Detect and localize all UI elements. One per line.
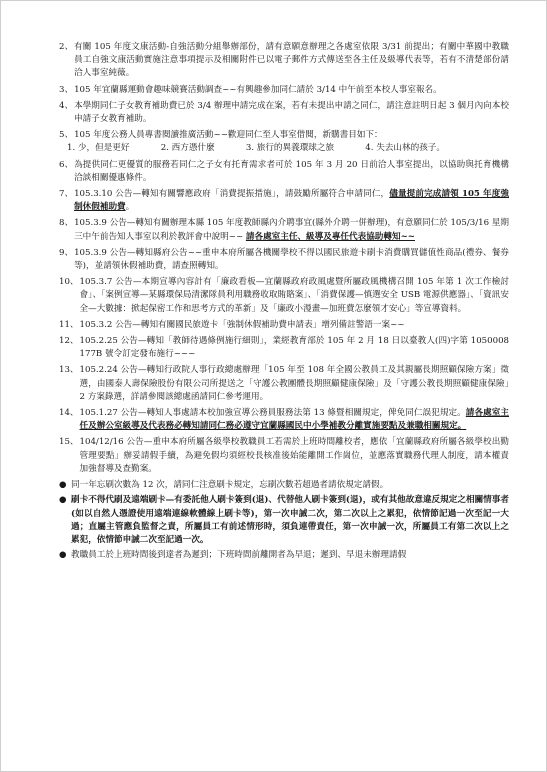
item-text: 104/12/16 公告—重申本府所屬各級學校教職員工若需於上班時間離校者，應依「宜蘭縣政府所屬各級學校出勤管理要點」辦妥請假手續，為避免假均須經校長核准後始能離開工作崗位，並應落實職務代理人制度，請本權責加強督導及查勤案。 bbox=[79, 437, 509, 474]
item-number: 15、 bbox=[59, 437, 79, 448]
item-number: 9、 bbox=[59, 247, 74, 258]
list-item bbox=[59, 159, 509, 185]
book-title: 4. 失去山林的孩子。 bbox=[365, 143, 445, 154]
item-text: 105.3.2 公告—轉知有關國民旅遊卡「強制休假補助費申請表」增列備註警語一案~~ bbox=[79, 319, 405, 330]
book-title: 1. 少，但是更好 bbox=[67, 143, 130, 154]
list-item bbox=[59, 217, 509, 243]
list-item bbox=[59, 335, 509, 361]
bullet-icon: ● bbox=[59, 480, 67, 491]
list-item bbox=[59, 407, 509, 433]
bullet-text: 同一年忘刷次數為 12 次，請同仁注意刷卡規定，忘刷次數若超過者請依規定請假。 bbox=[71, 480, 389, 491]
announcement-list bbox=[59, 41, 509, 564]
item-text: 105 年宜蘭縣運動會趣味競賽活動調查~~有興趣參加同仁請於 3/14 中午前至本校人事室報名。 bbox=[74, 84, 442, 95]
bullet-item bbox=[59, 494, 509, 547]
highlight-text: 請各處室主任及辦公室級導及代表務必轉知請同仁務必遵守宜蘭縣國民中小學補教分離實施要點及兼職相關規定。 bbox=[79, 408, 509, 432]
list-item bbox=[59, 364, 509, 404]
bullet-text: 教職員工於上班時間後到達者為遲到；下班時間前離開者為早退；遲到、早退未辦理請假 bbox=[71, 550, 407, 561]
book-title: 2. 西方憑什麼 bbox=[160, 143, 215, 154]
bullet-text: 刷卡不得代刷及遠端刷卡—有委託他人刷卡簽到(退)、代替他人刷卡簽到(退)，或有其他故意違反規定之相關情事者(如以自然人憑證使用遠端連線軟體線上刷卡等)，第一次申誡二次，第二次以上之累犯，依情節記過一次至記一大過；直屬主管應負監督之責，所屬員工有前述情形時，須負連帶責任，第一次申誡一次，所屬員工有第二次以上之累犯，依情節申誡二次至記過一次。 bbox=[71, 495, 509, 545]
bullet-item bbox=[59, 549, 509, 562]
highlight-text: 請各處室主任、級導及專任代表協助轉知~~ bbox=[245, 231, 415, 242]
item-number: 14、 bbox=[59, 408, 79, 419]
item-number: 5、 bbox=[59, 130, 74, 141]
item-text: 為提供同仁更優質的服務若同仁之子女有托育需求者可於 105 年 3 月 20 日前洽人事室提出，以協助與托育機構洽談相關優惠條件。 bbox=[74, 159, 509, 183]
item-text: 105.2.25 公告—轉知「教師待遇條例施行細則」，業經教育部於 105 年 2 月 18 日以臺教人(四)字第 1050008177B 號令訂定發布施行~~~ bbox=[79, 336, 509, 360]
bullet-icon: ● bbox=[59, 550, 67, 561]
list-item bbox=[59, 188, 509, 214]
list-item bbox=[59, 276, 509, 316]
list-item bbox=[59, 84, 509, 97]
item-number: 4、 bbox=[59, 100, 74, 111]
bullet-icon: ● bbox=[59, 495, 67, 506]
highlight-text: 儘量提前完成請領 105 年度強制休假補助費 bbox=[74, 189, 509, 213]
item-text: 105.2.24 公告—轉知行政院人事行政總處辦理「105 年至 108 年全國公教員工及其親屬長期照顧保險方案」徵選，由國泰人壽保險股份有限公司所提送之「守護公教團體長期照顧健康保險」及「守護公教長期照顧健康保險」2 方案錄選，詳請參閱該總處函請同仁參考運用。 bbox=[79, 365, 509, 402]
item-text: 105 年度公務人員專書閱讀推廣活動~~歡迎同仁至人事室借閱，新購書目如下： bbox=[74, 130, 383, 141]
item-text: 105.3.9 公告—轉知縣府公告~~重申本府所屬各機關學校不得以國民旅遊卡刷卡消費購買儲值性商品(禮券、餐券等)，並請領休假補助費，請查照轉知。 bbox=[74, 247, 509, 272]
list-item bbox=[59, 436, 509, 476]
list-item bbox=[59, 319, 509, 332]
book-list bbox=[59, 142, 509, 155]
item-number: 7、 bbox=[59, 189, 74, 200]
item-number: 12、 bbox=[59, 336, 79, 347]
item-number: 11、 bbox=[59, 319, 79, 330]
list-item bbox=[59, 247, 509, 273]
item-text: 有關 105 年度文康活動-自強活動分組舉辦部份，請有意願意辦理之各處室依限 3/31 前提出；有關中華國中教職員工自強文康活動實施注意事項提示及相關附件已以電子郵件方式傳送至各主任及級導代表等，若有不清楚部份請洽人事室純薇。 bbox=[74, 42, 509, 79]
item-number: 6、 bbox=[59, 159, 74, 170]
item-text: 本學期同仁子女教育補助費已於 3/4 辦理申請完成在案，若有未提出申請之同仁，請注意註明日起 3 個月內向本校申請子女教育補助。 bbox=[74, 100, 509, 125]
item-text: 105.3.10 公告—轉知有關響應政府「消費提振措施」，請鼓勵所屬符合申請同仁，儘量提前完成請領 105 年度強制休假補助費。 bbox=[74, 189, 509, 213]
item-number: 8、 bbox=[59, 218, 74, 229]
bullet-item bbox=[59, 479, 509, 492]
list-item bbox=[59, 129, 509, 142]
item-text: 105.3.7 公告—本期宣導內容計有「廉政看板—宜蘭縣政府政風處暨所屬政風機構召開 105 年第 1 次工作檢討會」、「案例宣導—某縣環保局清潔隊員利用職務收取賄賂案」、「消費保護—慎選安全 USB 電源供應器」、「資訊安全—大數據：掀起保密工作和思考方式的革新」及「廉政小漫畫—加班費怎麼領才安心」等宣導資料。 bbox=[79, 277, 509, 314]
list-item bbox=[59, 100, 509, 126]
item-number: 10、 bbox=[59, 277, 79, 288]
item-text: 105.1.27 公告—轉知人事處請本校加強宣導公務員服務法第 13 條暨相關規定，俾免同仁誤犯規定。請各處室主任及辦公室級導及代表務必轉知請同仁務必遵守宜蘭縣國民中小學補教分離實施要點及兼職相關規定。 bbox=[79, 408, 509, 432]
book-title: 3. 旅行的異義環球之旅 bbox=[245, 143, 335, 154]
item-text: 105.3.9 公告—轉知有關辦理本縣 105 年度教師縣內介聘事宜(縣外介聘一併辦理)，有意願同仁於 105/3/16 星期三中午前告知人事室以利於教評會中說明~~ 請各處室主任、級導及專任代表協助轉知~~ bbox=[74, 218, 509, 242]
item-number: 2、 bbox=[59, 42, 74, 52]
list-item bbox=[59, 41, 509, 81]
item-number: 13、 bbox=[59, 365, 79, 376]
item-number: 3、 bbox=[59, 84, 74, 95]
